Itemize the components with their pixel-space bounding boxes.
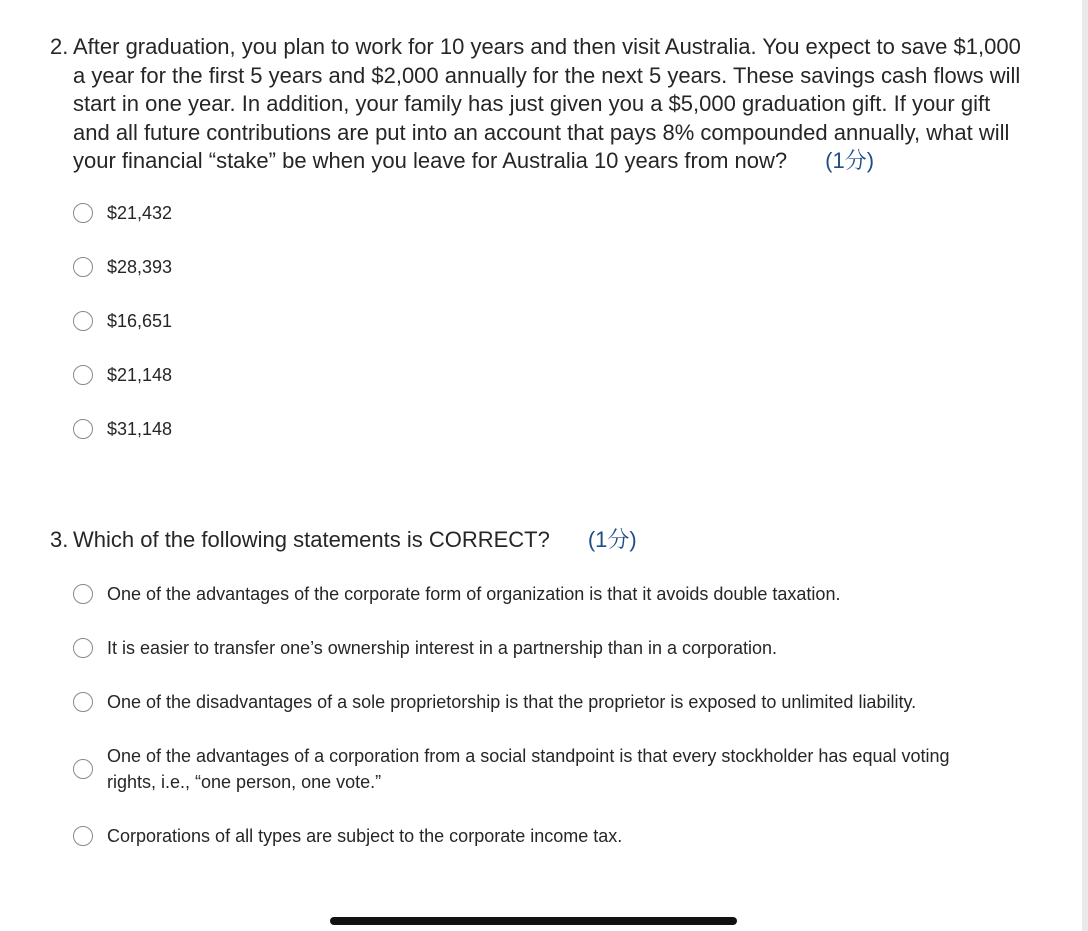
option-label: One of the disadvantages of a sole proprietorship is that the proprietor is exposed to unlimited liability. <box>107 691 917 712</box>
question-2-points: (1分) <box>825 148 875 173</box>
question-3-option-1[interactable] <box>73 581 1030 607</box>
question-2-option-4[interactable] <box>73 362 1030 388</box>
question-3-points: (1分) <box>587 527 637 552</box>
option-label: $21,148 <box>107 364 173 385</box>
radio-button[interactable] <box>73 826 93 846</box>
question-3-option-5[interactable] <box>73 823 1030 849</box>
question-2-option-2[interactable] <box>73 254 1030 280</box>
radio-button[interactable] <box>73 365 93 385</box>
question-2-text-block <box>50 33 1030 176</box>
question-3-option-4[interactable] <box>73 743 1030 795</box>
question-2-option-3[interactable] <box>73 308 1030 334</box>
option-label: One of the advantages of the corporate form of organization is that it avoids double taxation. <box>107 583 841 604</box>
question-2-option-1[interactable] <box>73 200 1030 226</box>
scroll-edge <box>1082 0 1088 931</box>
question-3-text-block <box>50 526 1030 555</box>
question-2-options <box>50 200 1030 442</box>
question-2-number: 2. <box>50 34 69 59</box>
question-2-text: After graduation, you plan to work for 10 years and then visit Australia. You expect to save $1,000 a year for the first 5 years and $2,000 annually for the next 5 years. These savings cash flows will start in one year. In addition, your family has just given you a $5,000 graduation gift. If your gift and all future contributions are put into an account that pays 8% compounded annually, what will your financial “stake” be when you leave for Australia 10 years from now? <box>73 34 1021 173</box>
question-3-options <box>50 581 1030 849</box>
radio-button[interactable] <box>73 257 93 277</box>
radio-button[interactable] <box>73 638 93 658</box>
radio-button[interactable] <box>73 692 93 712</box>
radio-button[interactable] <box>73 584 93 604</box>
option-label: Corporations of all types are subject to the corporate income tax. <box>107 825 623 846</box>
question-3-body <box>73 526 1030 555</box>
radio-button[interactable] <box>73 311 93 331</box>
question-3 <box>50 526 1030 877</box>
question-2-option-5[interactable] <box>73 416 1030 442</box>
option-label: It is easier to transfer one’s ownership interest in a partnership than in a corporation. <box>107 637 778 658</box>
radio-button[interactable] <box>73 419 93 439</box>
option-label: One of the advantages of a corporation from a social standpoint is that every stockholder has equal voting rights, i.e., “one person, one vote.” <box>107 745 950 792</box>
option-label: $16,651 <box>107 310 173 331</box>
question-2 <box>50 33 1030 470</box>
question-2-body <box>73 33 1030 176</box>
question-3-option-3[interactable] <box>73 689 1030 715</box>
radio-button[interactable] <box>73 759 93 779</box>
option-label: $31,148 <box>107 418 173 439</box>
question-3-text: Which of the following statements is CORRECT? <box>73 527 550 552</box>
question-3-number: 3. <box>50 527 69 552</box>
home-indicator-bar[interactable] <box>330 917 737 925</box>
option-label: $28,393 <box>107 256 173 277</box>
radio-button[interactable] <box>73 203 93 223</box>
question-3-option-2[interactable] <box>73 635 1030 661</box>
option-label: $21,432 <box>107 202 173 223</box>
